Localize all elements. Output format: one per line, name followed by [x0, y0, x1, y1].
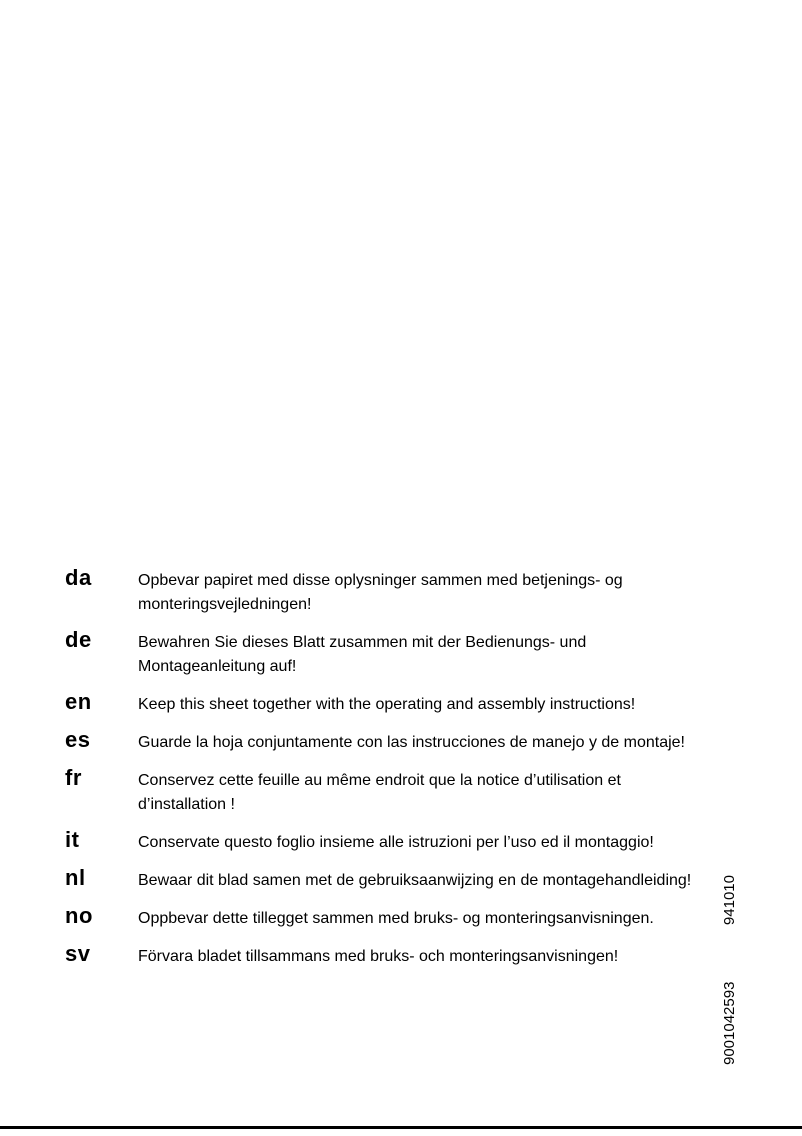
language-note-item-nl [65, 866, 745, 893]
language-code-label: no [65, 903, 93, 928]
language-note-item-de [65, 628, 745, 679]
language-note-text: Förvara bladet tillsammans med bruks- och monteringsanvisningen! [138, 948, 619, 965]
language-code-label: nl [65, 865, 86, 890]
language-note-text: Oppbevar dette tillegget sammen med bruks- og monteringsanvisningen. [138, 910, 654, 927]
language-note-item-sv [65, 942, 745, 969]
language-note-item-fr [65, 766, 745, 817]
language-code-label: es [65, 727, 91, 752]
language-code-label: da [65, 565, 92, 590]
language-note-item-da [65, 566, 745, 617]
language-code-label: it [65, 827, 80, 852]
language-note-text: Conservez cette feuille au même endroit que la notice d’utilisation et d’installation ! [138, 772, 621, 813]
document-number-vertical [720, 875, 740, 1065]
language-note-text: Bewaar dit blad samen met de gebruiksaanwijzing en de montagehandleiding! [138, 872, 692, 889]
language-note-item-no [65, 904, 745, 931]
language-note-text: Bewahren Sie dieses Blatt zusammen mit der Bedienungs- und Montageanleitung auf! [138, 634, 587, 675]
language-note-item-en [65, 690, 745, 717]
language-code-label: de [65, 627, 92, 652]
language-note-text: Opbevar papiret med disse oplysninger sammen med betjenings- og monteringsvejledningen! [138, 572, 623, 613]
language-note-text: Keep this sheet together with the operating and assembly instructions! [138, 696, 636, 713]
production-code: 941010 [721, 875, 738, 926]
language-code-label: sv [65, 941, 91, 966]
document-number: 9001042593 [721, 981, 738, 1065]
language-code-label: fr [65, 765, 82, 790]
language-note-item-it [65, 828, 745, 855]
bottom-rule [0, 1126, 802, 1129]
language-note-text: Conservate questo foglio insieme alle istruzioni per l’uso ed il montaggio! [138, 834, 654, 851]
language-note-item-es [65, 728, 745, 755]
language-note-text: Guarde la hoja conjuntamente con las instrucciones de manejo y de montaje! [138, 734, 685, 751]
language-note-list [65, 566, 745, 980]
language-code-label: en [65, 689, 92, 714]
